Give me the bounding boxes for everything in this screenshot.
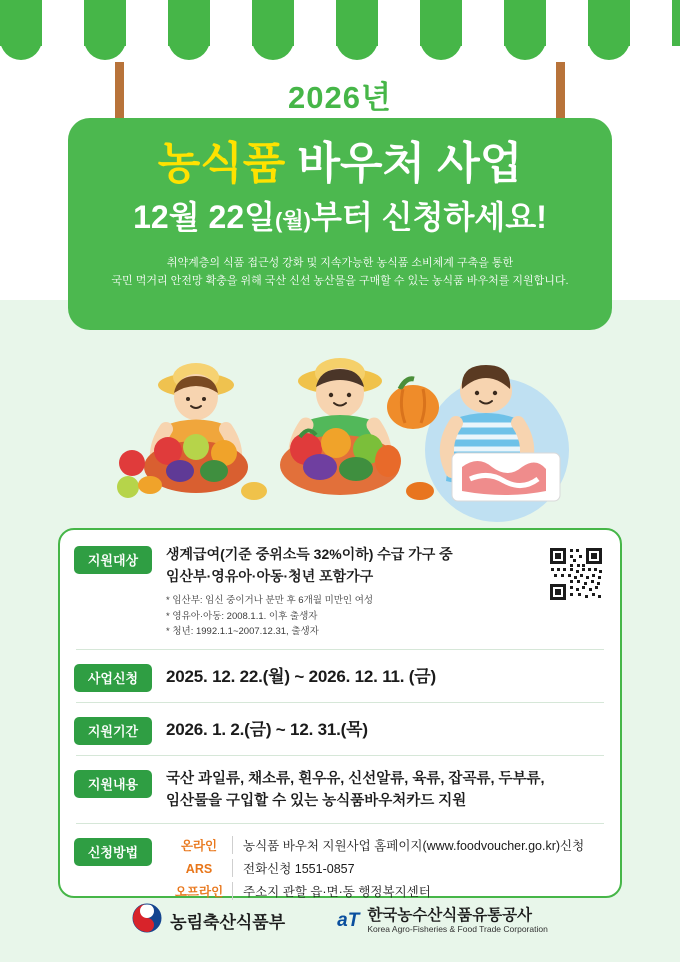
- method-ars-label: ARS: [185, 861, 213, 876]
- support-content-body: [152, 768, 606, 813]
- at-logo-block: [337, 907, 548, 935]
- divider-3: [76, 755, 604, 756]
- tag-application-period: 사업신청: [74, 664, 152, 692]
- awning-scallops: [0, 30, 680, 62]
- method-online: [166, 836, 606, 854]
- method-offline-label: 오프라인: [174, 884, 224, 899]
- description-line-1: 취약계층의 식품 접근성 강화 및 지속가능한 농식품 소비체계 구축을 통한: [166, 256, 514, 269]
- title-rest: 바우처 사업: [297, 139, 523, 188]
- method-offline: [166, 882, 606, 900]
- poster-description: [68, 254, 612, 290]
- support-target-line-1: 생계급여(기준 중위소득 32%이하) 수급 가구 중: [166, 546, 453, 562]
- row-application-method: [60, 836, 620, 905]
- subtitle-weekday: (월): [275, 208, 311, 234]
- application-method-body: [152, 836, 606, 905]
- row-support-period: [60, 715, 620, 745]
- footer-logos: [0, 903, 680, 938]
- support-target-note-2: * 영유아·아동: 2008.1.1. 이후 출생자: [166, 610, 318, 622]
- tag-support-content: 지원내용: [74, 770, 152, 798]
- corp-name-en: Korea Agro-Fisheries & Food Trade Corporation: [367, 924, 548, 935]
- support-period-body: [152, 715, 606, 740]
- title-card: [68, 118, 612, 330]
- awning-banner: [0, 0, 680, 62]
- application-period-body: [152, 662, 606, 687]
- support-content-line-1: 국산 과일류, 채소류, 흰우유, 신선알류, 육류, 잡곡류, 두부류,: [166, 770, 545, 787]
- support-target-note-1: * 임산부: 임신 중이거나 분만 후 6개월 미만인 여성: [166, 595, 374, 607]
- support-target-notes: [166, 593, 606, 639]
- description-line-2: 국민 먹거리 안전망 확충을 위해 국산 신선 농산물을 구매할 수 있는 농식품 바우처를 지원합니다.: [111, 274, 569, 287]
- method-online-text[interactable]: 농식품 바우처 지원사업 홈페이지(www.foodvoucher.go.kr)신청: [243, 838, 585, 853]
- method-ars: [166, 859, 606, 877]
- ministry-logo-block: [132, 903, 285, 938]
- divider-2: [76, 702, 604, 703]
- illustration-people-with-produce: [0, 345, 680, 525]
- row-support-target: [60, 544, 620, 639]
- corp-name-ko: 한국농수산식품유통공사: [367, 906, 533, 924]
- method-separator-3: [232, 882, 233, 900]
- support-target-line-2: 임산부·영유아·아동·청년 포함가구: [166, 567, 374, 584]
- taegeuk-icon: [132, 903, 162, 938]
- title-highlight: 농식품: [157, 139, 286, 188]
- divider-1: [76, 649, 604, 650]
- tag-support-period: 지원기간: [74, 717, 152, 745]
- row-application-period: [60, 662, 620, 692]
- subtitle-action: 부터 신청하세요!: [310, 199, 547, 236]
- row-support-content: [60, 768, 620, 813]
- information-panel: [58, 528, 622, 898]
- poster-year: 2026년: [288, 80, 392, 115]
- method-offline-text: 주소지 관할 읍·면·동 행정복지센터: [243, 884, 431, 899]
- poster-main-title: [68, 140, 612, 188]
- at-mark-icon: aT: [337, 909, 360, 931]
- support-target-note-3: * 청년: 1992.1.1~2007.12.31, 출생자: [166, 625, 319, 637]
- subtitle-date: 12월 22일: [133, 199, 276, 236]
- support-content-line-2: 임산물을 구입할 수 있는 농식품바우처카드 지원: [166, 793, 467, 810]
- application-period-value: 2025. 12. 22.(월) ~ 2026. 12. 11. (금): [166, 666, 436, 686]
- method-separator-1: [232, 836, 233, 854]
- method-online-label: 온라인: [180, 838, 218, 853]
- ministry-name: 농림축산식품부: [170, 913, 286, 932]
- tag-application-method: 신청방법: [74, 838, 152, 866]
- divider-4: [76, 823, 604, 824]
- corp-name-block: [367, 907, 547, 935]
- support-period-value: 2026. 1. 2.(금) ~ 12. 31.(목): [166, 719, 368, 739]
- method-ars-text: 전화신청 1551-0857: [243, 861, 355, 876]
- method-separator-2: [232, 859, 233, 877]
- tag-support-target: 지원대상: [74, 546, 152, 574]
- poster-subtitle: [68, 200, 612, 235]
- support-target-body: [152, 544, 606, 639]
